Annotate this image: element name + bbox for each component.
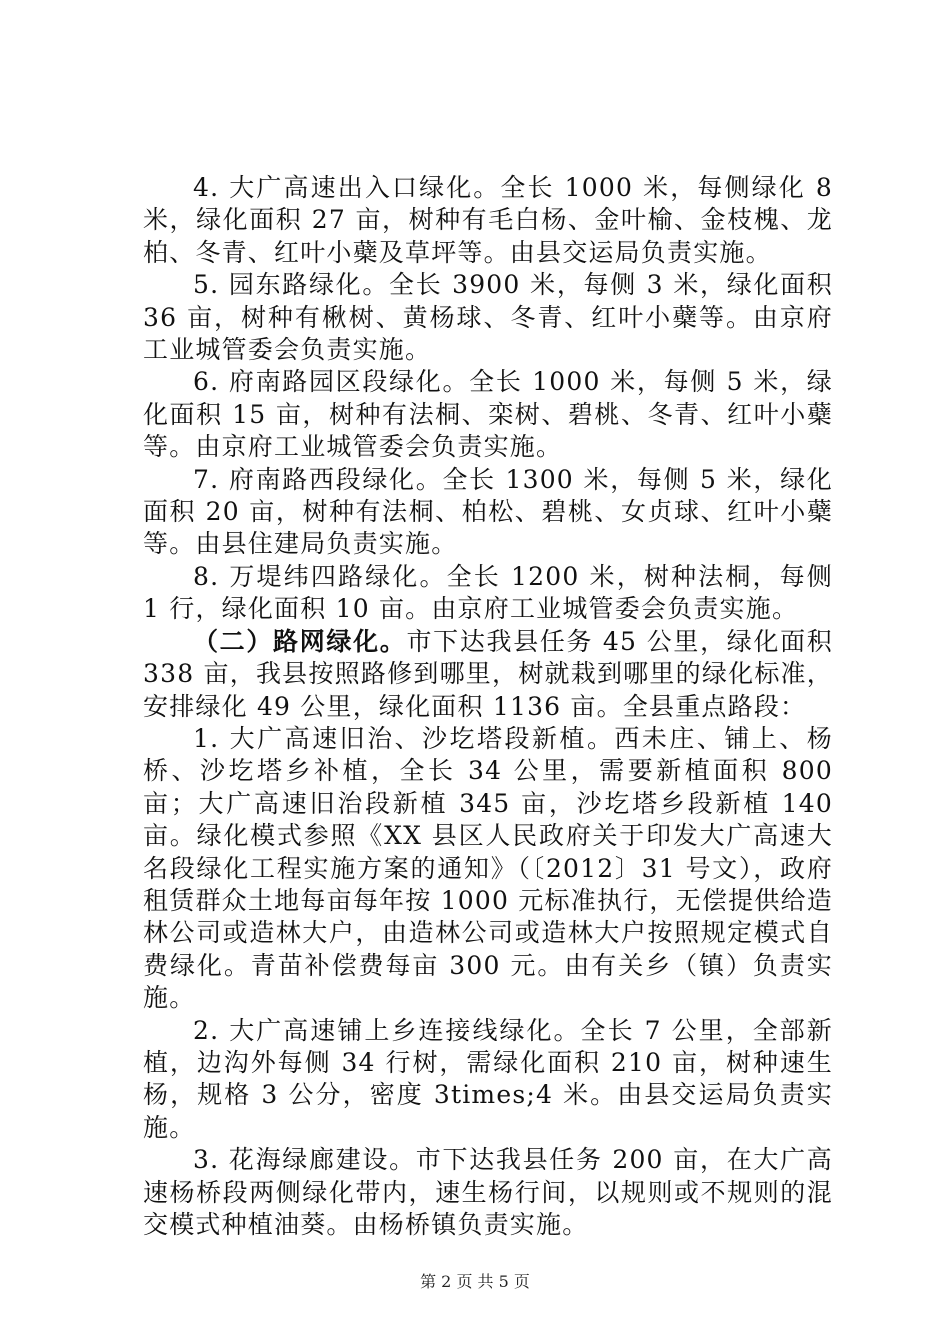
paragraph-8 bbox=[143, 1015, 833, 1145]
paragraph-6 bbox=[143, 626, 833, 723]
paragraph-text: 4. 大广高速出入口绿化。全长 1000 米，每侧绿化 8 米，绿化面积 27 亩，树种有毛白杨、金叶榆、金枝槐、龙柏、冬青、红叶小蘗及草坪等。由县交运局负责实施。 bbox=[143, 173, 833, 267]
paragraph-3 bbox=[143, 366, 833, 463]
document-body bbox=[143, 172, 833, 1241]
paragraph-text: 5. 园东路绿化。全长 3900 米，每侧 3 米，绿化面积 36 亩，树种有楸树、黄杨球、冬青、红叶小蘗等。由京府工业城管委会负责实施。 bbox=[143, 270, 833, 365]
paragraph-text: 3. 花海绿廊建设。市下达我县任务 200 亩，在大广高速杨桥段两侧绿化带内，速生杨行间，以规则或不规则的混交模式种植油葵。由杨桥镇负责实施。 bbox=[143, 1145, 833, 1239]
page-footer bbox=[0, 1272, 950, 1292]
paragraph-text: 2. 大广高速铺上乡连接线绿化。全长 7 公里，全部新植，边沟外每侧 34 行树，需绿化面积 210 亩，树种速生杨，规格 3 公分，密度 3times;4 米。由县交运局负责实施。 bbox=[143, 1015, 833, 1142]
paragraph-text: 6. 府南路园区段绿化。全长 1000 米，每侧 5 米，绿化面积 15 亩，树种有法桐、栾树、碧桃、冬青、红叶小蘗等。由京府工业城管委会负责实施。 bbox=[143, 367, 833, 462]
paragraph-1 bbox=[143, 172, 833, 269]
paragraph-text: 1. 大广高速旧治、沙圪塔段新植。西未庄、铺上、杨桥、沙圪塔乡补植，全长 34 公里，需要新植面积 800 亩；大广高速旧治段新植 345 亩，沙圪塔乡段新植 140 亩。绿化模式参照《XX 县区人民政府关于印发大广高速大名段绿化工程实施方案的通知》（〔2012〕31 号文），政府租赁群众土地每亩每年按 1000 元标准执行，无偿提供给造林公司或造林大户，由造林公司或造林大户按照规定模式自费绿化。青苗补偿费每亩 300 元。由有关乡（镇）负责实施。 bbox=[143, 723, 833, 1013]
paragraph-text: 8. 万堤纬四路绿化。全长 1200 米，树种法桐，每侧 1 行，绿化面积 10 亩。由京府工业城管委会负责实施。 bbox=[143, 561, 833, 624]
paragraph-text: 市下达我县任务 45 公里，绿化面积 338 亩，我县按照路修到哪里，树就栽到哪里的绿化标准，安排绿化 49 公里，绿化面积 1136 亩。全县重点路段： bbox=[143, 626, 834, 721]
paragraph-9 bbox=[143, 1144, 833, 1241]
paragraph-7 bbox=[143, 723, 833, 1015]
paragraph-5 bbox=[143, 561, 833, 626]
paragraph-4 bbox=[143, 464, 833, 561]
paragraph-text: 7. 府南路西段绿化。全长 1300 米，每侧 5 米，绿化面积 20 亩，树种有法桐、柏松、碧桃、女贞球、红叶小蘗等。由县住建局负责实施。 bbox=[143, 464, 833, 559]
section-heading: （二）路网绿化。 bbox=[193, 626, 407, 656]
paragraph-2 bbox=[143, 269, 833, 366]
page-number-label: 第 2 页 共 5 页 bbox=[420, 1272, 530, 1291]
